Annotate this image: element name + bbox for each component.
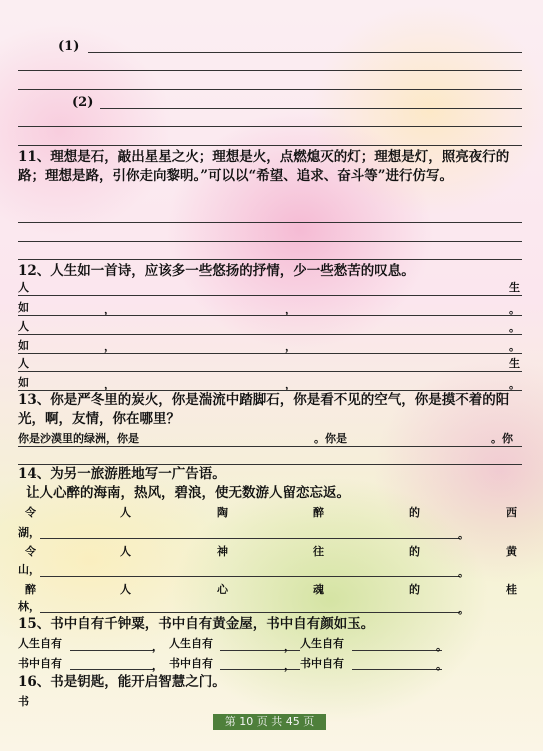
answer-line[interactable] bbox=[18, 126, 522, 127]
poem-sheng: 生 bbox=[509, 281, 520, 294]
question-13: 13、你是严冬里的炭火，你是湍流中踏脚石，你是看不见的空气，你是摸不着的阳光，啊，友情，你在哪里？ bbox=[18, 392, 510, 427]
answer-line[interactable] bbox=[18, 353, 522, 354]
ad-char: 人 bbox=[120, 583, 131, 596]
answer-line[interactable] bbox=[18, 371, 522, 372]
ad-place: 湖， bbox=[18, 526, 40, 539]
q13-answer-mid: 。你是 bbox=[314, 432, 347, 445]
answer-line[interactable] bbox=[18, 259, 522, 260]
comma: ， bbox=[152, 659, 163, 672]
answer-line[interactable] bbox=[70, 669, 154, 670]
answer-line[interactable] bbox=[18, 446, 522, 447]
q15-prefix: 人生自有 bbox=[300, 637, 344, 650]
poem-ru: 如 bbox=[18, 301, 29, 314]
period: 。 bbox=[458, 566, 469, 579]
ad-char: 醉 bbox=[25, 583, 36, 596]
period: 。 bbox=[509, 303, 520, 316]
poem-sheng: 生 bbox=[509, 357, 520, 370]
answer-line[interactable] bbox=[40, 538, 460, 539]
ad-char: 人 bbox=[120, 506, 131, 519]
comma: ， bbox=[284, 659, 295, 672]
answer-line[interactable] bbox=[18, 222, 522, 223]
page-footer: 第 10 页 共 45 页 bbox=[213, 714, 326, 730]
question-12: 12、人生如一首诗，应该多一些悠扬的抒情，少一些愁苦的叹息。 bbox=[18, 263, 415, 279]
question-14: 14、为另一旅游胜地写一广告语。 bbox=[18, 466, 226, 482]
comma: ， bbox=[104, 340, 115, 353]
poem-ren: 人 bbox=[18, 281, 29, 294]
ad-place: 林， bbox=[18, 600, 40, 613]
answer-line[interactable] bbox=[18, 334, 522, 335]
poem-ru: 如 bbox=[18, 339, 29, 352]
question-16: 16、书是钥匙，能开启智慧之门。 bbox=[18, 674, 226, 690]
blank-label-2: (2) bbox=[72, 95, 94, 110]
q15-prefix: 书中自有 bbox=[169, 657, 213, 670]
poem-ru: 如 bbox=[18, 376, 29, 389]
poem-ren: 人 bbox=[18, 320, 29, 333]
comma: ， bbox=[152, 640, 163, 653]
ad-char: 心 bbox=[217, 583, 228, 596]
answer-line[interactable] bbox=[100, 108, 522, 109]
comma: ， bbox=[284, 640, 295, 653]
answer-line[interactable] bbox=[352, 650, 442, 651]
ad-char: 的 bbox=[409, 506, 420, 519]
answer-line[interactable] bbox=[40, 612, 460, 613]
period: 。 bbox=[509, 378, 520, 391]
period: 。 bbox=[436, 640, 447, 653]
q14-example: 让人心醉的海南，热风，碧浪，使无数游人留恋忘返。 bbox=[26, 485, 350, 501]
ad-char: 醉 bbox=[313, 506, 324, 519]
comma: ， bbox=[104, 378, 115, 391]
ad-char: 的 bbox=[409, 583, 420, 596]
ad-char: 陶 bbox=[217, 506, 228, 519]
period: 。 bbox=[509, 321, 520, 334]
ad-char: 令 bbox=[25, 506, 36, 519]
q15-prefix: 书中自有 bbox=[18, 657, 62, 670]
ad-char: 神 bbox=[217, 545, 228, 558]
ad-char: 人 bbox=[120, 545, 131, 558]
q16-start: 书 bbox=[18, 695, 29, 708]
poem-ren: 人 bbox=[18, 357, 29, 370]
q15-prefix: 人生自有 bbox=[169, 637, 213, 650]
answer-line[interactable] bbox=[18, 145, 522, 146]
ad-char: 魂 bbox=[313, 583, 324, 596]
comma: ， bbox=[285, 303, 296, 316]
ad-char: 令 bbox=[25, 545, 36, 558]
question-11: 11、理想是石，敲出星星之火；理想是火，点燃熄灭的灯；理想是灯，照亮夜行的路；理想是路，引你走向黎明。”可以以“希望、追求、奋斗等”进行仿写。 bbox=[18, 149, 510, 184]
q13-answer-end: 。你 bbox=[491, 432, 513, 445]
q13-answer-prefix: 你是沙漠里的绿洲，你是 bbox=[18, 432, 139, 445]
comma: ， bbox=[104, 303, 115, 316]
blank-label-1: (1) bbox=[58, 39, 80, 54]
comma: ， bbox=[285, 378, 296, 391]
answer-line[interactable] bbox=[18, 241, 522, 242]
ad-char: 黄 bbox=[506, 545, 517, 558]
answer-line[interactable] bbox=[70, 650, 154, 651]
q15-prefix: 书中自有 bbox=[300, 657, 344, 670]
answer-line[interactable] bbox=[40, 576, 460, 577]
ad-char: 桂 bbox=[506, 583, 517, 596]
q15-prefix: 人生自有 bbox=[18, 637, 62, 650]
comma: ， bbox=[285, 340, 296, 353]
answer-line[interactable] bbox=[352, 669, 442, 670]
ad-place: 山， bbox=[18, 563, 40, 576]
period: 。 bbox=[436, 659, 447, 672]
ad-char: 往 bbox=[313, 545, 324, 558]
period: 。 bbox=[458, 603, 469, 616]
answer-line[interactable] bbox=[88, 52, 522, 53]
answer-line[interactable] bbox=[18, 70, 522, 71]
ad-char: 西 bbox=[506, 506, 517, 519]
answer-line[interactable] bbox=[18, 295, 522, 296]
question-15: 15、书中自有千钟粟，书中自有黄金屋，书中自有颜如玉。 bbox=[18, 616, 375, 632]
answer-line[interactable] bbox=[18, 89, 522, 90]
period: 。 bbox=[509, 340, 520, 353]
ad-char: 的 bbox=[409, 545, 420, 558]
period: 。 bbox=[458, 528, 469, 541]
answer-line[interactable] bbox=[18, 315, 522, 316]
